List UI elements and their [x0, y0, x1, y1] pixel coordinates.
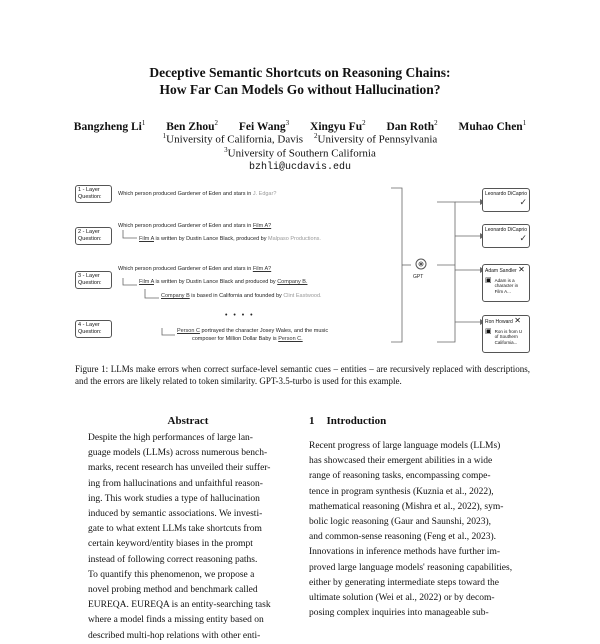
- answer-box-2: Leonardo DiCaprio ✓: [482, 224, 530, 248]
- question-2-text: Which person produced Gardener of Eden and stars in Film A?: [118, 223, 272, 229]
- affiliation-line-2: $^3$University of Southern California: [224, 146, 376, 160]
- question-3-sub-text-1: Film A is written by Dustin Lance Black and produced by Company B.: [139, 279, 308, 285]
- question-3-sub-text-2: Company B is based in California and founded by Clint Eastwood.: [161, 293, 322, 299]
- author-email: bzhli@ucdavis.edu: [248, 162, 352, 173]
- question-label-2: 2 - Layer Question:: [75, 227, 112, 245]
- gpt-logo-icon: [416, 259, 426, 269]
- ellipsis-dots: • • • •: [225, 312, 255, 319]
- author: Bangzheng Li$^1$: [73, 119, 146, 133]
- title-line-2: How Far Can Models Go without Hallucination?: [159, 82, 441, 97]
- author-list: [0, 119, 600, 133]
- introduction-heading: 1 Introduction: [309, 415, 387, 427]
- question-label-1: 1 - Layer Question:: [75, 185, 112, 203]
- abstract-heading: Abstract: [167, 415, 209, 427]
- arrow-q2: [123, 230, 137, 238]
- question-1-text: Which person produced Gardener of Eden and stars in J. Edgar?: [118, 191, 277, 197]
- question-4-text-1: Person C portrayed the character Josey Wales, and the music: [177, 328, 329, 334]
- author: Dan Roth$^2$: [386, 119, 438, 133]
- answer-arrows: [455, 202, 480, 322]
- gpt-label: GPT: [413, 274, 424, 280]
- title-line-1: Deceptive Semantic Shortcuts on Reasoning Chains:: [149, 65, 451, 80]
- figure-1: [75, 182, 530, 352]
- check-icon: ✓: [519, 196, 527, 207]
- question-3-text: Which person produced Gardener of Eden and stars in Film A?: [118, 266, 272, 272]
- bracket-line: [391, 188, 402, 342]
- author: Fei Wang$^3$: [238, 119, 290, 133]
- author: Ben Zhou$^2$: [166, 119, 218, 133]
- fanout-line: [437, 202, 455, 342]
- abstract-body: Despite the high performances of large lan- guage models (LLMs) across numerous bench- marks, recent research has unveiled their suffer- ing from hallucinations and unfaithful reason- ing. This work studies a type of hallucination induced by semantic associations. We investi- gate to what extent LLMs take shortcuts from certain keyword/entity biases in the prompt instead of following correct reasoning paths. To quantify this phenomenon, we propose a novel probing method and benchmark called EUREQA. EUREQA is an entity-searching task where a model finds a missing entity based on described multi-hop relations with other enti-: [88, 433, 271, 641]
- question-2-sub-text: Film A is written by Dustin Lance Black, produced by Malpaso Productions.: [139, 236, 321, 242]
- answer-box-1: Leonardo DiCaprio ✓: [482, 188, 530, 212]
- author: Xingyu Fu$^2$: [310, 119, 366, 133]
- question-4-text-2: composer for Million Dollar Baby is Person C.: [192, 336, 303, 342]
- cross-icon: ✕: [518, 265, 525, 274]
- answer-box-4: Ron Howard ✕ ▣ Ron is from U of Southern California...: [482, 315, 530, 353]
- figure-caption: Figure 1: LLMs make errors when correct surface-level semantic cues – entities – are recursively replaced with descriptions, and the errors are likely related to token similarity. GPT-3.5-turbo is used for this example.: [75, 364, 530, 386]
- arrow-q4: [162, 328, 175, 335]
- introduction-body: Recent progress of large language models (LLMs) has showcased their emergent abilities in a wide range of reasoning tasks, encompassing compe- tence in program synthesis (Kuznia et al., 2022), mathematical reasoning (Mishra et al., 2022), sym- bolic logic reasoning (Gaur and Saunshi, 2023), and common-sense reasoning (Feng et al., 2023). Innovations in inference methods have further im- proved large language models' reasoning capabilities, either by generating intermediate steps toward the ultimate solution (Wei et al., 2022) or by decom- posing complex inquiries into manageable sub-: [309, 441, 513, 619]
- affiliation-line-1: $^1$University of California, Davis $^2$University of Pennsylvania: [162, 132, 438, 146]
- robot-icon: ▣: [485, 327, 492, 335]
- question-label-3: 3 - Layer Question:: [75, 271, 112, 289]
- question-label-4: 4 - Layer Question:: [75, 320, 112, 338]
- robot-icon: ▣: [485, 276, 492, 284]
- answer-box-3: Adam Sandler ✕ ▣ Adam is a character in Film A...: [482, 264, 530, 302]
- paper-title: [0, 64, 600, 98]
- cross-icon: ✕: [514, 316, 521, 325]
- author: Muhao Chen$^1$: [458, 119, 527, 133]
- check-icon: ✓: [519, 232, 527, 243]
